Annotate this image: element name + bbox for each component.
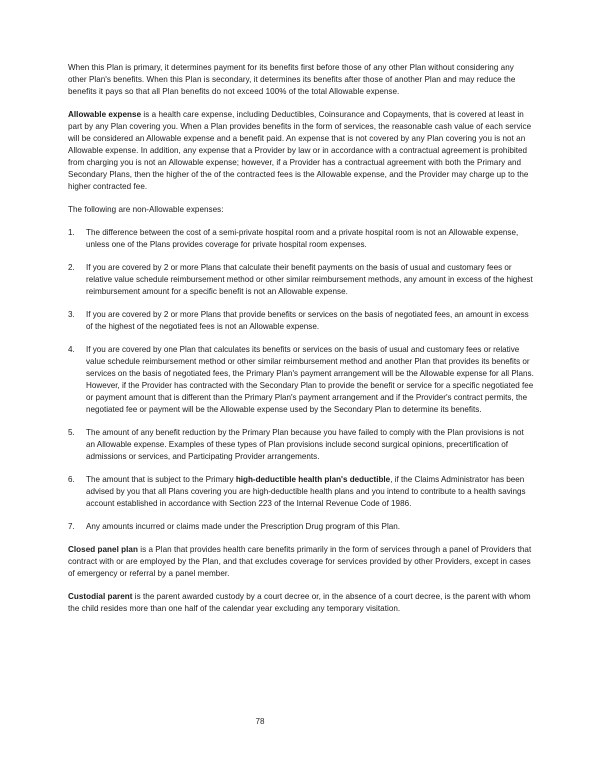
list-item-text: If you are covered by 2 or more Plans that calculate their benefit payments on the basis of usual and customary fees or relative value schedule reimbursement method or other similar reimbursement methods, any amount in excess of the highest reimbursement amount for a specific benefit is not an Allowable expense. xyxy=(86,263,533,296)
numbered-list xyxy=(68,227,534,533)
definition-closed-panel-plan xyxy=(68,544,534,580)
list-item-text: The amount of any benefit reduction by the Primary Plan because you have failed to comply with the Plan provisions is not an Allowable expense. Examples of these types of Plan provisions include second surgical opinions, precertification of admissions or services, and Participating Provider arrangements. xyxy=(86,428,524,461)
term-custodial-parent: Custodial parent xyxy=(68,592,133,601)
list-item xyxy=(68,309,534,333)
list-item-text: Any amounts incurred or claims made under the Prescription Drug program of this Plan. xyxy=(86,522,401,531)
list-item xyxy=(68,344,534,416)
list-item xyxy=(68,227,534,251)
paragraph-allowable-expense xyxy=(68,109,534,193)
list-item-marker: 6. xyxy=(68,475,75,484)
list-item xyxy=(68,427,534,463)
list-item-text: If you are covered by one Plan that calculates its benefits or services on the basis of usual and customary fees or relative value schedule reimbursement method or other similar reimbursement method and another Plan that provides its benefits or services on the basis of negotiated fees, the Primary Plan's payment arrangement will be the Allowable expense for all Plans. However, if the Provider has contracted with the Secondary Plan to provide the benefit or service for a specific negotiated fee or payment amount that is different than the Primary Plan's payment arrangement and if the Provider's contract permits, the negotiated fee or payment will be the Allowable expense used by the Secondary Plan to determine its benefits. xyxy=(86,345,534,414)
non-allowable-expense-list xyxy=(68,227,534,533)
list-item-marker: 1. xyxy=(68,228,75,237)
paragraph-text: is a health care expense, including Deductibles, Coinsurance and Copayments, that is covered at least in part by any Plan covering you. When a Plan provides benefits in the form of services, the reasonable cash value of each service will be considered an Allowable expense and a benefit paid. An expense that is not covered by any Plan covering you is not an Allowable expense. In addition, any expense that a Provider by law or in accordance with a contractual agreement is prohibited from charging you is not an Allowable expense; however, if a Provider has a contractual agreement with both the Primary and Secondary Plans, then the higher of the of the contracted fees is the Allowable expense, and the Provider may charge up to the higher contracted fee. xyxy=(68,110,532,191)
paragraph-primary-secondary xyxy=(68,62,534,98)
definition-custodial-parent xyxy=(68,591,534,615)
term-closed-panel-plan: Closed panel plan xyxy=(68,545,138,554)
document-body xyxy=(68,62,534,626)
list-item-text-before: The amount that is subject to the Primary xyxy=(86,475,236,484)
paragraph-text: When this Plan is primary, it determines payment for its benefits first before those of any other Plan without considering any other Plan's benefits. When this Plan is secondary, it determines its benefits after those of another Plan and may reduce the benefits it pays so that all Plan benefits do not exceed 100% of the total Allowable expense. xyxy=(68,63,516,96)
emphasis-high-deductible: high-deductible health plan's deductible xyxy=(235,475,391,484)
list-item-marker: 7. xyxy=(68,522,75,531)
list-item-text: The difference between the cost of a semi-private hospital room and a private hospital room is not an Allowable expense, unless one of the Plans provides coverage for private hospital room expenses. xyxy=(86,228,519,249)
page-number xyxy=(0,716,600,728)
list-item-marker: 4. xyxy=(68,345,75,354)
list-item-marker: 5. xyxy=(68,428,75,437)
list-item-text: If you are covered by 2 or more Plans that provide benefits or services on the basis of negotiated fees, an amount in excess of the highest of the negotiated fees is not an Allowable expense. xyxy=(86,310,529,331)
list-item xyxy=(68,474,534,510)
list-item-marker: 2. xyxy=(68,263,75,272)
definition-text: is a Plan that provides health care benefits primarily in the form of services through a panel of Providers that contract with or are employed by the Plan, and that excludes coverage for services provided by other Providers, except in cases of emergency or referral by a panel member. xyxy=(68,545,532,578)
term-allowable-expense: Allowable expense xyxy=(68,110,142,119)
list-item-marker: 3. xyxy=(68,310,75,319)
definition-text: is the parent awarded custody by a court decree or, in the absence of a court decree, is the parent with whom the child resides more than one half of the calendar year excluding any temporary visitation. xyxy=(68,592,531,613)
list-item xyxy=(68,521,534,533)
page-number-value: 78 xyxy=(255,717,265,726)
paragraph-text: The following are non-Allowable expenses: xyxy=(68,205,224,214)
paragraph-non-allowable-intro xyxy=(68,204,534,216)
list-item-text-after: , if the Claims Administrator has been advised by you that all Plans covering you are high-deductible health plans and you intend to contribute to a health savings account established in accordance with Section 223 of the Internal Revenue Code of 1986. xyxy=(86,475,526,508)
list-item xyxy=(68,262,534,298)
